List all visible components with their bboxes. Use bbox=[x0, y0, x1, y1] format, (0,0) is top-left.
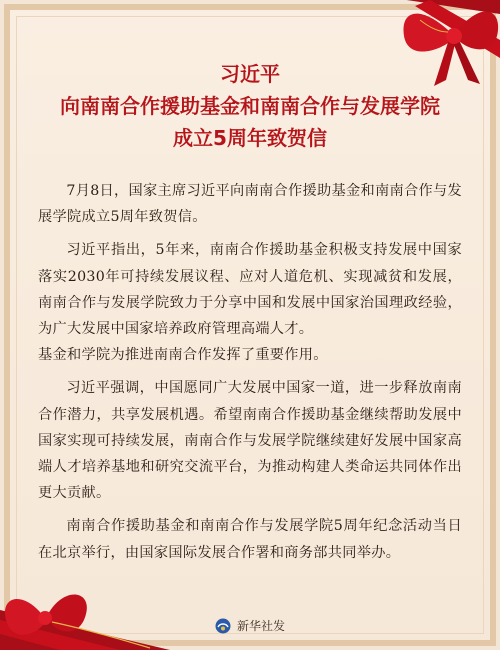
source-credit bbox=[0, 617, 500, 634]
paragraph-4: 习近平强调，中国愿同广大发展中国家一道，进一步释放南南合作潜力，共享发展机遇。希望南南合作援助基金继续帮助发展中国家实现可持续发展，南南合作与发展学院继续建好发展中国家高端人才培养基地和研究交流平台，为推动构建人类命运共同体作出更大贡献。 bbox=[38, 380, 462, 502]
paragraph-5: 南南合作援助基金和南南合作与发展学院5周年纪念活动当日在北京举行，由国家国际发展合作署和商务部共同举办。 bbox=[38, 518, 462, 561]
article-body bbox=[38, 178, 462, 573]
title-line-2: 向南南合作援助基金和南南合作与发展学院 bbox=[60, 94, 440, 118]
title-line-1: 习近平 bbox=[220, 62, 280, 86]
paragraph-2: 习近平指出，5年来，南南合作援助基金积极支持发展中国家落实2030年可持续发展议程、应对人道危机、实现减贫和发展，南南合作与发展学院致力于分享中国和发展中国家治国理政经验，为广大发展中国家培养政府管理高端人才。 bbox=[38, 242, 462, 338]
paragraph-3: 基金和学院为推进南南合作发挥了重要作用。 bbox=[38, 347, 328, 364]
paragraph-1: 7月8日，国家主席习近平向南南合作援助基金和南南合作与发展学院成立5周年致贺信。 bbox=[38, 183, 462, 226]
letter-title bbox=[0, 58, 500, 154]
source-label: 新华社发 bbox=[236, 619, 285, 633]
title-line-3: 成立5周年致贺信 bbox=[173, 126, 327, 150]
xinhua-logo-icon bbox=[215, 618, 231, 634]
